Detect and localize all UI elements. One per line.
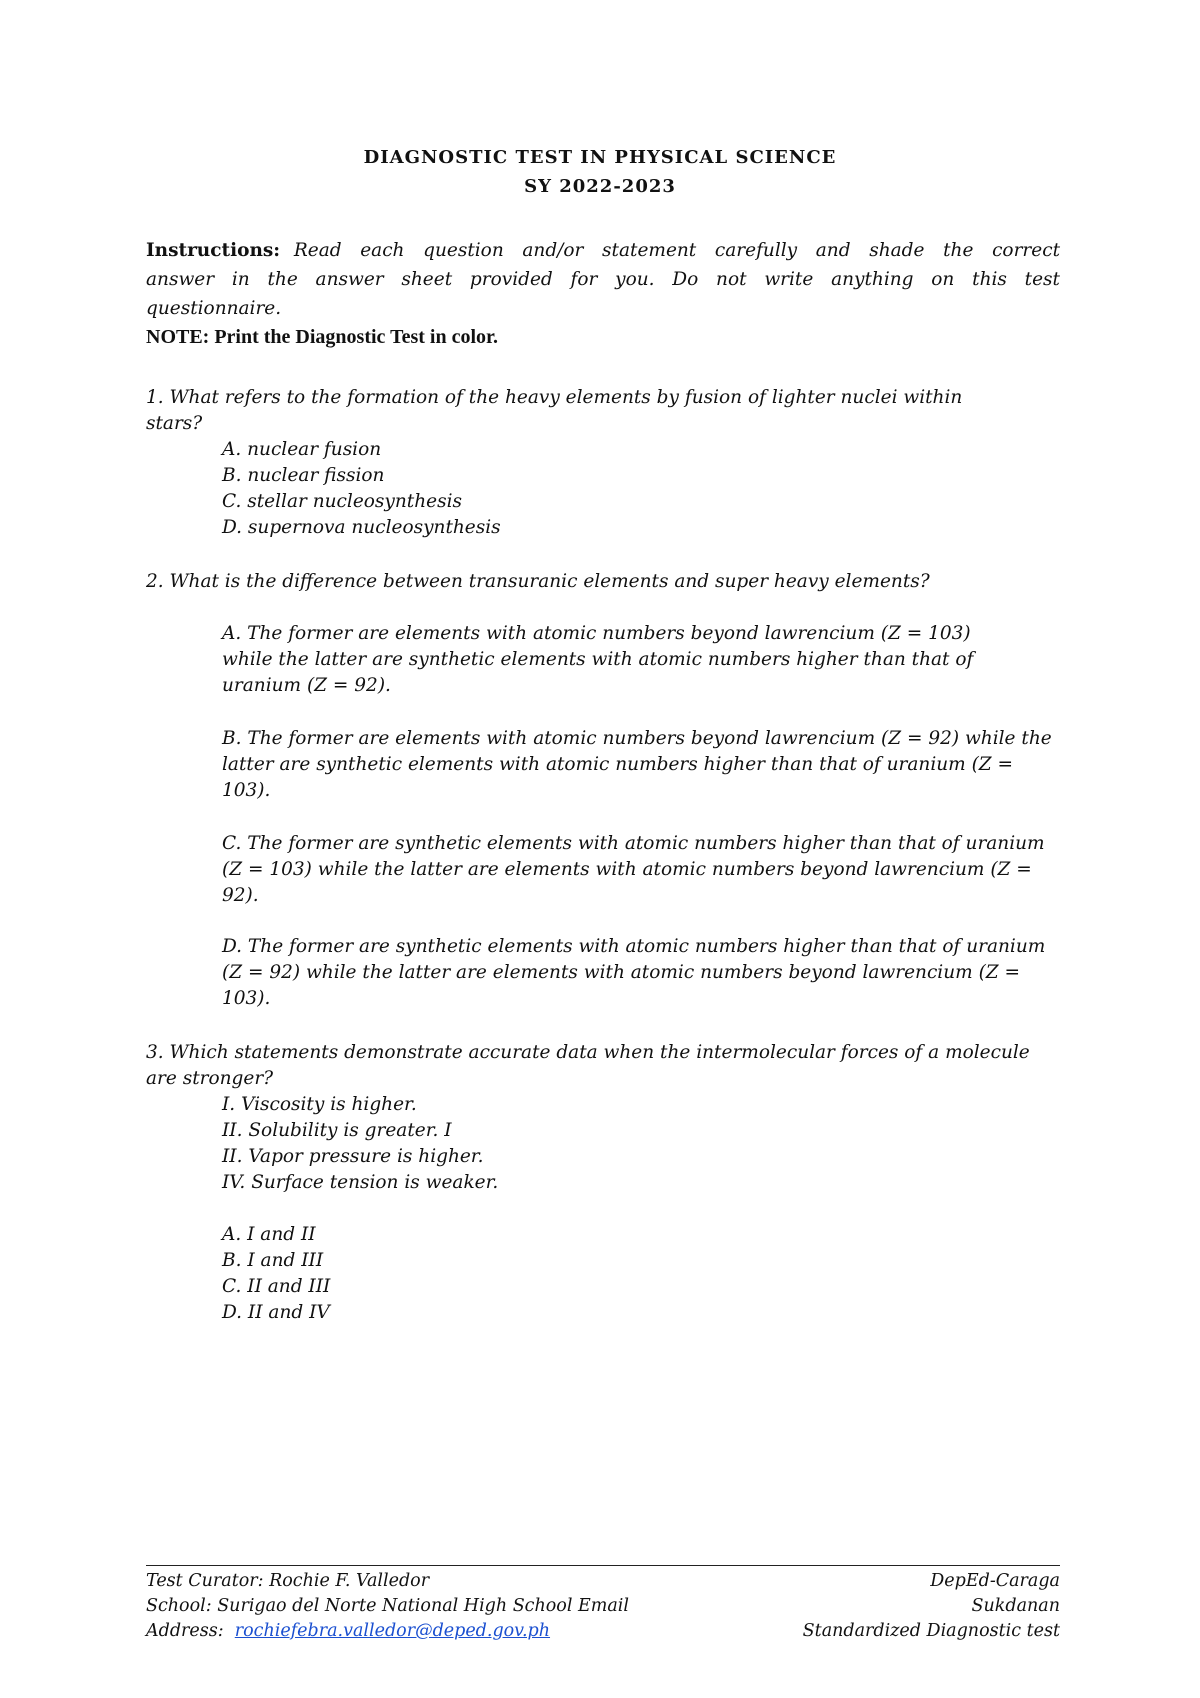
q3-option-c: C. II and III — [222, 1276, 331, 1297]
question-3-options — [222, 1222, 330, 1326]
q3-statement-3: II. Vapor pressure is higher. — [222, 1146, 484, 1167]
school-year: SY 2022-2023 — [524, 176, 676, 197]
q3-statement-1: I. Viscosity is higher. — [222, 1094, 417, 1115]
footer-org: DepEd-Caraga — [930, 1571, 1060, 1591]
print-note: NOTE: Print the Diagnostic Test in color. — [146, 326, 499, 348]
q3-option-a: A. I and II — [222, 1224, 316, 1245]
q1-option-a: A. nuclear fusion — [222, 439, 382, 460]
footer-address — [146, 1619, 629, 1644]
instructions — [146, 236, 1060, 323]
q1-option-d: D. supernova nucleosynthesis — [222, 517, 501, 538]
footer-curator: Test Curator: Rochie F. Valledor — [146, 1571, 430, 1591]
q2-option-b: B. The former are elements with atomic numbers beyond lawrencium (Z = 92) while the latter are synthetic elements with atomic numbers higher than that of uranium (Z = 103). — [222, 728, 1052, 801]
question-1: 1. What refers to the formation of the heavy elements by fusion of lighter nuclei within stars? — [146, 387, 963, 434]
email-link[interactable]: rochiefebra.valledor@deped.gov.ph — [234, 1621, 551, 1641]
q3-statement-2: II. Solubility is greater. I — [222, 1120, 452, 1141]
footer-sukdanan: Sukdanan — [971, 1596, 1060, 1616]
q1-option-b: B. nuclear fission — [222, 465, 385, 486]
q1-option-c: C. stellar nucleosynthesis — [222, 491, 462, 512]
footer-address-label: Address: — [146, 1621, 224, 1641]
footer-right — [803, 1569, 1060, 1644]
q3-option-d: D. II and IV — [222, 1302, 330, 1323]
question-3-statements — [222, 1092, 498, 1196]
q2-option-a: A. The former are elements with atomic numbers beyond lawrencium (Z = 103) while the latter are synthetic elements with atomic numbers higher than that of uranium (Z = 92). — [222, 623, 974, 696]
footer-left — [146, 1569, 629, 1644]
q2-option-d: D. The former are synthetic elements with atomic numbers higher than that of uranium (Z = 92) while the latter are elements with atomic numbers beyond lawrencium (Z = 103). — [222, 936, 1046, 1009]
question-1-options — [222, 437, 501, 541]
footer-school: School: Surigao del Norte National High School Email — [146, 1596, 629, 1616]
q3-statement-4: IV. Surface tension is weaker. — [222, 1172, 499, 1193]
page-title: DIAGNOSTIC TEST IN PHYSICAL SCIENCE — [363, 147, 837, 168]
instructions-label: Instructions: — [146, 240, 281, 261]
question-3: 3. Which statements demonstrate accurate data when the intermolecular forces of a molecule are stronger? — [146, 1042, 1030, 1089]
question-2: 2. What is the difference between transuranic elements and super heavy elements? — [146, 571, 930, 592]
instructions-text: Read each question and/or statement carefully and shade the correct answer in the answer sheet provided for you. Do not write anything on this test questionnaire. — [146, 240, 1061, 319]
footer-divider — [146, 1565, 1060, 1566]
q3-option-b: B. I and III — [222, 1250, 324, 1271]
q2-option-c: C. The former are synthetic elements with atomic numbers higher than that of uranium (Z = 103) while the latter are elements with atomic numbers beyond lawrencium (Z = 92). — [222, 833, 1045, 906]
footer-test-type: Standardized Diagnostic test — [802, 1621, 1060, 1641]
